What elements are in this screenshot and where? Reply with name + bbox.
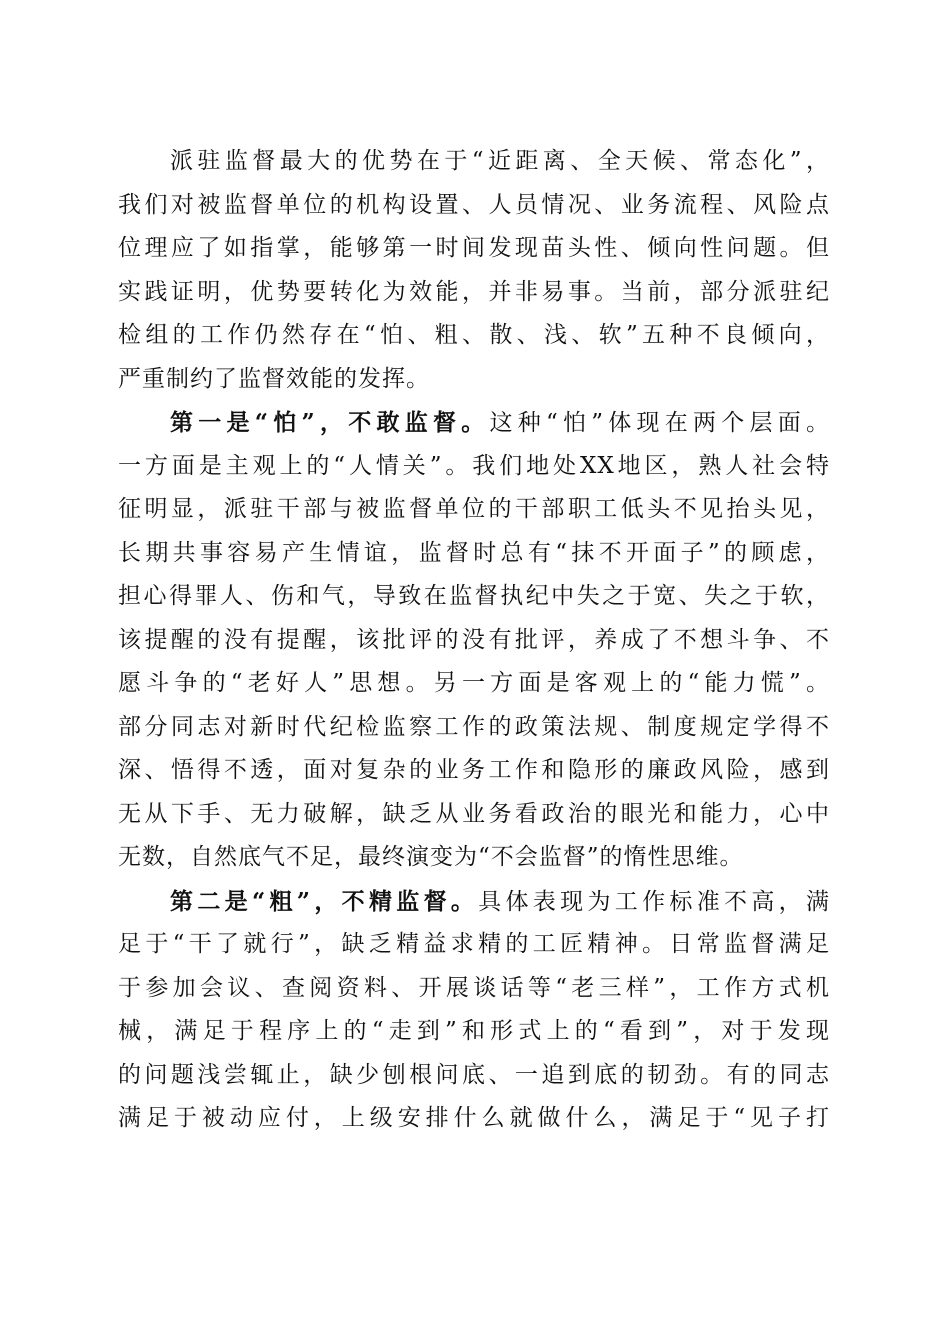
- paragraph-2-line-10: 无从下手、无力破解，缺乏从业务看政治的眼光和能力，心中: [118, 800, 830, 827]
- paragraph-3-first-rest: 具体表现为工作标准不高，满: [478, 888, 831, 915]
- paragraph-3-heading: 第二是“粗”，不精监督。: [170, 887, 479, 915]
- paragraph-1-line-2: 我们对被监督单位的机构设置、人员情况、业务流程、风险点: [118, 191, 830, 218]
- paragraph-3-line-6: 满足于被动应付，上级安排什么就做什么，满足于“见子打: [118, 1105, 830, 1131]
- paragraph-1-line-4: 实践证明，优势要转化为效能，并非易事。当前，部分派驻纪: [118, 278, 830, 305]
- paragraph-2-first-rest: 这种“怕”体现在两个层面。: [489, 410, 830, 436]
- paragraph-3-line-2: 足于“干了就行”，缺乏精益求精的工匠精神。日常监督满足: [118, 931, 830, 957]
- paragraph-2-line-4: 长期共事容易产生情谊，监督时总有“抹不开面子”的顾虑，: [118, 539, 830, 566]
- paragraph-2-line-3: 征明显，派驻干部与被监督单位的干部职工低头不见抬头见，: [118, 496, 830, 522]
- paragraph-2-line-8: 部分同志对新时代纪检监察工作的政策法规、制度规定学得不: [118, 713, 830, 740]
- paragraph-1-line-5: 检组的工作仍然存在“怕、粗、散、浅、软”五种不良倾向，: [118, 322, 830, 348]
- paragraph-1-line-1: 派驻监督最大的优势在于“近距离、全天候、常态化”，: [170, 148, 830, 174]
- paragraph-2-line-9: 深、悟得不透，面对复杂的业务工作和隐形的廉政风险，感到: [118, 757, 830, 783]
- paragraph-3-line-5: 的问题浅尝辄止，缺少刨根问底、一追到底的韧劲。有的同志: [118, 1061, 830, 1088]
- paragraph-2-line-1: [118, 401, 830, 445]
- paragraph-2-line-6: 该提醒的没有提醒，该批评的没有批评，养成了不想斗争、不: [118, 626, 830, 653]
- document-body: [118, 140, 830, 1141]
- paragraph-1-line-3: 位理应了如指掌，能够第一时间发现苗头性、倾向性问题。但: [118, 235, 830, 261]
- paragraph-3-line-1: [118, 880, 830, 924]
- paragraph-3-line-4: 械，满足于程序上的“走到”和形式上的“看到”，对于发现: [118, 1018, 830, 1044]
- paragraph-2-line-5: 担心得罪人、伤和气，导致在监督执纪中失之于宽、失之于软，: [118, 583, 830, 609]
- paragraph-3-line-3: 于参加会议、查阅资料、开展谈话等“老三样”，工作方式机: [118, 974, 830, 1001]
- paragraph-2-heading: 第一是“怕”，不敢监督。: [170, 409, 490, 436]
- paragraph-2-line-2: 一方面是主观上的“人情关”。我们地处XX地区，熟人社会特: [118, 452, 830, 479]
- paragraph-2-line-11: 无数，自然底气不足，最终演变为“不会监督”的惰性思维。: [118, 844, 744, 870]
- paragraph-1-line-6: 严重制约了监督效能的发挥。: [118, 365, 430, 392]
- paragraph-2-line-7: 愿斗争的“老好人”思想。另一方面是客观上的“能力慌”。: [118, 670, 830, 696]
